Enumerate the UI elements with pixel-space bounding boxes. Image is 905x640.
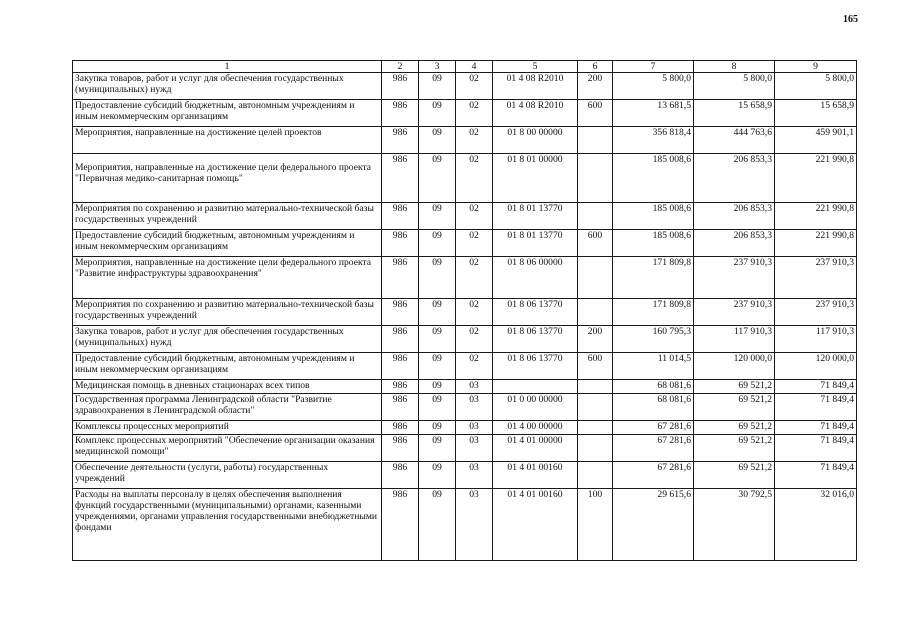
- grbs-code: 986: [382, 127, 419, 154]
- grbs-code: 986: [382, 353, 419, 380]
- target-article-code: 01 4 01 00160: [493, 489, 578, 561]
- section-code: 09: [419, 299, 456, 326]
- target-article-code: 01 4 08 R2010: [493, 100, 578, 127]
- amount-col-7: 185 008,6: [613, 203, 694, 230]
- subsection-code: 02: [456, 127, 493, 154]
- grbs-code: 986: [382, 257, 419, 299]
- subsection-code: 02: [456, 73, 493, 100]
- expense-type-code: [578, 380, 613, 394]
- subsection-code: 02: [456, 257, 493, 299]
- amount-col-8: 15 658,9: [694, 100, 775, 127]
- header-col-3: 3: [419, 61, 456, 73]
- expense-name: Медицинская помощь в дневных стационарах всех типов: [73, 380, 382, 394]
- amount-col-9: 71 849,4: [775, 421, 857, 435]
- amount-col-9: 459 901,1: [775, 127, 857, 154]
- header-col-7: 7: [613, 61, 694, 73]
- table-row: [73, 230, 857, 257]
- amount-col-7: 11 014,5: [613, 353, 694, 380]
- target-article-code: 01 8 06 13770: [493, 353, 578, 380]
- amount-col-7: 171 809,8: [613, 299, 694, 326]
- amount-col-8: 69 521,2: [694, 462, 775, 489]
- table-row: [73, 435, 857, 462]
- amount-col-9: 221 990,8: [775, 203, 857, 230]
- expense-name: Мероприятия, направленные на достижение цели федерального проекта "Развитие инфраструктуры здравоохранения": [73, 257, 382, 299]
- expense-type-code: 600: [578, 353, 613, 380]
- expense-name: Закупка товаров, работ и услуг для обеспечения государственных (муниципальных) нужд: [73, 326, 382, 353]
- grbs-code: 986: [382, 154, 419, 203]
- target-article-code: 01 8 01 00000: [493, 154, 578, 203]
- amount-col-8: 206 853,3: [694, 203, 775, 230]
- amount-col-7: 160 795,3: [613, 326, 694, 353]
- target-article-code: 01 8 06 00000: [493, 257, 578, 299]
- table-row: [73, 154, 857, 203]
- grbs-code: 986: [382, 435, 419, 462]
- amount-col-7: 67 281,6: [613, 421, 694, 435]
- section-code: 09: [419, 100, 456, 127]
- amount-col-7: 356 818,4: [613, 127, 694, 154]
- table-row: [73, 73, 857, 100]
- expense-name: Расходы на выплаты персоналу в целях обеспечения выполнения функций государственными (муниципальными) органами, казенными учреждениями, органами управления государственными внебюджетными фондами: [73, 489, 382, 561]
- expense-type-code: [578, 127, 613, 154]
- section-code: 09: [419, 230, 456, 257]
- expense-type-code: 200: [578, 73, 613, 100]
- subsection-code: 02: [456, 299, 493, 326]
- amount-col-8: 69 521,2: [694, 435, 775, 462]
- amount-col-7: 68 081,6: [613, 394, 694, 421]
- grbs-code: 986: [382, 230, 419, 257]
- amount-col-9: 71 849,4: [775, 394, 857, 421]
- header-col-9: 9: [775, 61, 857, 73]
- amount-col-9: 15 658,9: [775, 100, 857, 127]
- amount-col-9: 237 910,3: [775, 257, 857, 299]
- amount-col-7: 67 281,6: [613, 435, 694, 462]
- grbs-code: 986: [382, 299, 419, 326]
- section-code: 09: [419, 394, 456, 421]
- amount-col-8: 69 521,2: [694, 380, 775, 394]
- grbs-code: 986: [382, 489, 419, 561]
- grbs-code: 986: [382, 326, 419, 353]
- expense-name: Мероприятия по сохранению и развитию материально-технической базы государственных учреждений: [73, 203, 382, 230]
- section-code: 09: [419, 154, 456, 203]
- expense-type-code: [578, 462, 613, 489]
- expense-name: Мероприятия по сохранению и развитию материально-технической базы государственных учреждений: [73, 299, 382, 326]
- subsection-code: 03: [456, 421, 493, 435]
- expense-name: Предоставление субсидий бюджетным, автономным учреждениям и иным некоммерческим организациям: [73, 100, 382, 127]
- table-row: [73, 299, 857, 326]
- section-code: 09: [419, 73, 456, 100]
- amount-col-9: 117 910,3: [775, 326, 857, 353]
- expense-name: Государственная программа Ленинградской области "Развитие здравоохранения в Ленинградской области": [73, 394, 382, 421]
- page-number: 165: [843, 14, 858, 25]
- table-row: [73, 380, 857, 394]
- amount-col-8: 117 910,3: [694, 326, 775, 353]
- subsection-code: 02: [456, 154, 493, 203]
- amount-col-7: 67 281,6: [613, 462, 694, 489]
- grbs-code: 986: [382, 462, 419, 489]
- subsection-code: 02: [456, 230, 493, 257]
- amount-col-8: 444 763,6: [694, 127, 775, 154]
- amount-col-7: 29 615,6: [613, 489, 694, 561]
- header-row: [73, 61, 857, 73]
- target-article-code: 01 0 00 00000: [493, 394, 578, 421]
- expense-name: Обеспечение деятельности (услуги, работы) государственных учреждений: [73, 462, 382, 489]
- expense-name: Предоставление субсидий бюджетным, автономным учреждениям и иным некоммерческим организациям: [73, 230, 382, 257]
- expense-type-code: 600: [578, 230, 613, 257]
- table-row: [73, 257, 857, 299]
- section-code: 09: [419, 421, 456, 435]
- subsection-code: 03: [456, 435, 493, 462]
- amount-col-9: 5 800,0: [775, 73, 857, 100]
- amount-col-9: 221 990,8: [775, 154, 857, 203]
- header-col-4: 4: [456, 61, 493, 73]
- table-row: [73, 127, 857, 154]
- header-col-2: 2: [382, 61, 419, 73]
- amount-col-7: 5 800,0: [613, 73, 694, 100]
- amount-col-8: 5 800,0: [694, 73, 775, 100]
- section-code: 09: [419, 435, 456, 462]
- expense-name: Закупка товаров, работ и услуг для обеспечения государственных (муниципальных) нужд: [73, 73, 382, 100]
- expense-name: Комплекс процессных мероприятий "Обеспечение организации оказания медицинской помощи": [73, 435, 382, 462]
- expense-name: Предоставление субсидий бюджетным, автономным учреждениям и иным некоммерческим организациям: [73, 353, 382, 380]
- section-code: 09: [419, 326, 456, 353]
- amount-col-8: 237 910,3: [694, 257, 775, 299]
- section-code: 09: [419, 353, 456, 380]
- amount-col-7: 185 008,6: [613, 154, 694, 203]
- expense-type-code: [578, 435, 613, 462]
- amount-col-8: 120 000,0: [694, 353, 775, 380]
- target-article-code: 01 8 01 13770: [493, 230, 578, 257]
- section-code: 09: [419, 380, 456, 394]
- expense-type-code: [578, 203, 613, 230]
- expense-type-code: 600: [578, 100, 613, 127]
- table-row: [73, 394, 857, 421]
- amount-col-7: 171 809,8: [613, 257, 694, 299]
- expense-type-code: [578, 299, 613, 326]
- table-row: [73, 203, 857, 230]
- target-article-code: 01 4 01 00000: [493, 435, 578, 462]
- budget-table: [72, 60, 857, 561]
- header-col-8: 8: [694, 61, 775, 73]
- table-row: [73, 421, 857, 435]
- subsection-code: 03: [456, 394, 493, 421]
- section-code: 09: [419, 257, 456, 299]
- grbs-code: 986: [382, 421, 419, 435]
- target-article-code: [493, 380, 578, 394]
- grbs-code: 986: [382, 73, 419, 100]
- section-code: 09: [419, 462, 456, 489]
- amount-col-9: 71 849,4: [775, 462, 857, 489]
- subsection-code: 02: [456, 100, 493, 127]
- amount-col-8: 69 521,2: [694, 394, 775, 421]
- amount-col-8: 206 853,3: [694, 230, 775, 257]
- expense-type-code: [578, 257, 613, 299]
- table-row: [73, 100, 857, 127]
- expense-name: Мероприятия, направленные на достижение целей проектов: [73, 127, 382, 154]
- target-article-code: 01 4 01 00160: [493, 462, 578, 489]
- amount-col-8: 69 521,2: [694, 421, 775, 435]
- expense-name: Комплексы процессных мероприятий: [73, 421, 382, 435]
- amount-col-9: 71 849,4: [775, 435, 857, 462]
- subsection-code: 03: [456, 462, 493, 489]
- amount-col-8: 206 853,3: [694, 154, 775, 203]
- amount-col-9: 221 990,8: [775, 230, 857, 257]
- target-article-code: 01 8 06 13770: [493, 299, 578, 326]
- expense-name: Мероприятия, направленные на достижение цели федерального проекта "Первичная медико-санитарная помощь": [73, 154, 382, 203]
- amount-col-9: 237 910,3: [775, 299, 857, 326]
- target-article-code: 01 4 00 00000: [493, 421, 578, 435]
- target-article-code: 01 8 00 00000: [493, 127, 578, 154]
- expense-type-code: [578, 394, 613, 421]
- header-col-1: 1: [73, 61, 382, 73]
- expense-type-code: [578, 421, 613, 435]
- table-row: [73, 489, 857, 561]
- target-article-code: 01 8 01 13770: [493, 203, 578, 230]
- table-row: [73, 326, 857, 353]
- expense-type-code: 200: [578, 326, 613, 353]
- header-col-6: 6: [578, 61, 613, 73]
- subsection-code: 03: [456, 489, 493, 561]
- grbs-code: 986: [382, 100, 419, 127]
- subsection-code: 02: [456, 353, 493, 380]
- target-article-code: 01 8 06 13770: [493, 326, 578, 353]
- amount-col-8: 237 910,3: [694, 299, 775, 326]
- grbs-code: 986: [382, 394, 419, 421]
- amount-col-8: 30 792,5: [694, 489, 775, 561]
- table-row: [73, 353, 857, 380]
- target-article-code: 01 4 08 R2010: [493, 73, 578, 100]
- subsection-code: 02: [456, 326, 493, 353]
- expense-type-code: [578, 154, 613, 203]
- section-code: 09: [419, 127, 456, 154]
- amount-col-7: 185 008,6: [613, 230, 694, 257]
- amount-col-7: 13 681,5: [613, 100, 694, 127]
- section-code: 09: [419, 489, 456, 561]
- expense-type-code: 100: [578, 489, 613, 561]
- header-col-5: 5: [493, 61, 578, 73]
- grbs-code: 986: [382, 380, 419, 394]
- amount-col-9: 71 849,4: [775, 380, 857, 394]
- amount-col-9: 32 016,0: [775, 489, 857, 561]
- subsection-code: 02: [456, 203, 493, 230]
- amount-col-7: 68 081,6: [613, 380, 694, 394]
- subsection-code: 03: [456, 380, 493, 394]
- grbs-code: 986: [382, 203, 419, 230]
- amount-col-9: 120 000,0: [775, 353, 857, 380]
- section-code: 09: [419, 203, 456, 230]
- table-row: [73, 462, 857, 489]
